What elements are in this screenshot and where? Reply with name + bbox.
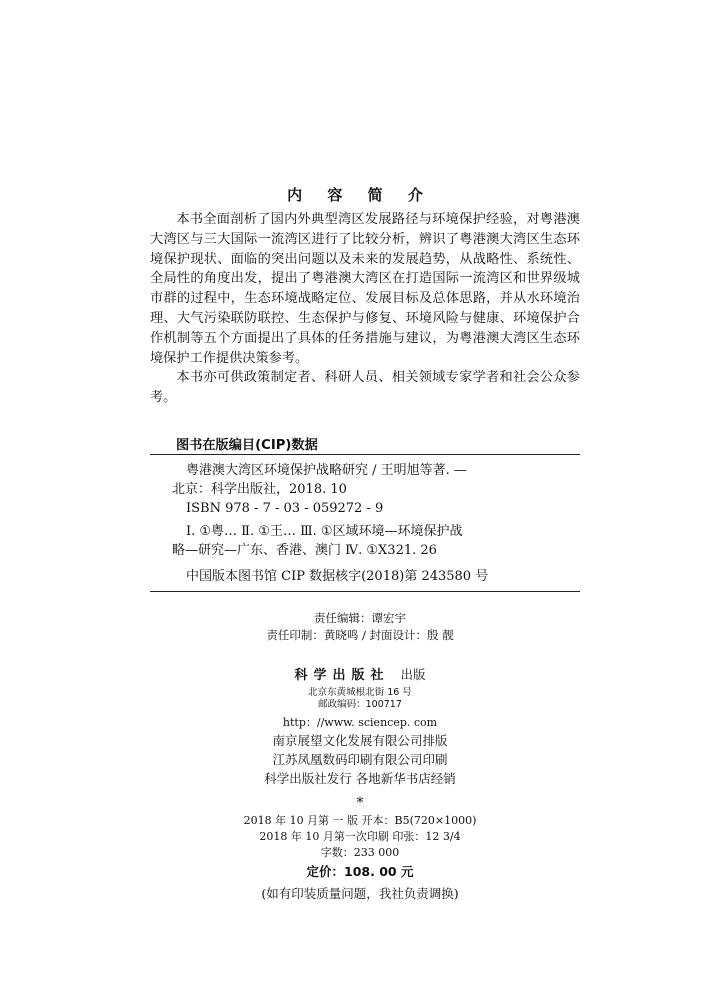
summary-title: 内 容 简 介 — [287, 186, 433, 204]
printing-info — [0, 731, 720, 788]
credit-line: 责任印制：黄晓鸣 / 封面设计：殷 靓 — [266, 628, 454, 642]
typesetter-line: 南京展望文化发展有限公司排版 — [272, 733, 448, 748]
summary-text — [150, 210, 580, 408]
cip-data-number — [172, 567, 572, 586]
publisher-name: 科学出版社 — [294, 668, 390, 683]
publisher-postcode: 邮政编码：100717 — [318, 699, 402, 710]
credit-line: 责任编辑：谭宏宇 — [314, 611, 406, 625]
printer-line: 江苏凤凰数码印刷有限公司印刷 — [272, 752, 448, 767]
summary-paragraph: 本书亦可供政策制定者、科研人员、相关领域专家学者和社会公众参考。 — [150, 370, 580, 406]
summary-paragraph: 本书全面剖析了国内外典型湾区发展路径与环境保护经验，对粤港澳大湾区与三大国际一流湾区进行了比较分析，辨识了粤港澳大湾区生态环境保护现状、面临的突出问题以及未来的发展趋势，从战略性、系统性、全局性的角度出发，提出了粤港澳大湾区在打造国际一流湾区和世界级城市群的过程中，生态环境战略定位、发展目标及总体思路，并从水环境治理、大气污染联防联控、生态保护与修复、环境风险与健康、环境保护合作机制等五个方面提出了具体的任务措施与建议，为粤港澳大湾区生态环境保护工作提供决策参考。 — [150, 212, 580, 366]
cip-line: 中国版本图书馆 CIP 数据核字(2018)第 243580 号 — [186, 569, 489, 584]
cip-top-rule — [150, 454, 580, 455]
cip-line: ISBN 978 - 7 - 03 - 059272 - 9 — [186, 501, 384, 516]
publisher-block — [0, 664, 720, 730]
price: 定价：108. 00 元 — [306, 864, 414, 879]
cip-heading: 图书在版编目(CIP)数据 — [176, 438, 318, 453]
publisher-address: 北京东黄城根北街 16 号 — [308, 687, 412, 698]
cip-bottom-rule — [150, 591, 580, 592]
cip-record — [172, 461, 572, 518]
edition-info — [0, 813, 720, 861]
cip-line: 粤港澳大湾区环境保护战略研究 / 王明旭等著. — — [186, 463, 467, 478]
editor-credits — [0, 610, 720, 644]
cip-line: Ⅰ. ①粤… Ⅱ. ①王… Ⅲ. ①区域环境—环境保护战 — [186, 524, 463, 539]
edition-line: 2018 年 10 月第一次印刷 印张：12 3/4 — [259, 830, 461, 843]
cip-line: 略—研究—广东、香港、澳门 Ⅳ. ①X321. 26 — [172, 543, 437, 558]
word-count: 字数：233 000 — [320, 846, 400, 859]
separator-star: * — [356, 795, 364, 811]
publisher-suffix: 出版 — [400, 667, 426, 682]
edition-line: 2018 年 10 月第 一 版 开本：B5(720×1000) — [243, 814, 477, 827]
distributor-line: 科学出版社发行 各地新华书店经销 — [264, 771, 456, 786]
cip-line: 北京：科学出版社，2018. 10 — [172, 482, 347, 497]
publisher-url: http：//www. sciencep. com — [282, 716, 438, 729]
quality-notice: (如有印装质量问题，我社负责调换) — [261, 886, 459, 901]
cip-classification — [172, 522, 572, 560]
